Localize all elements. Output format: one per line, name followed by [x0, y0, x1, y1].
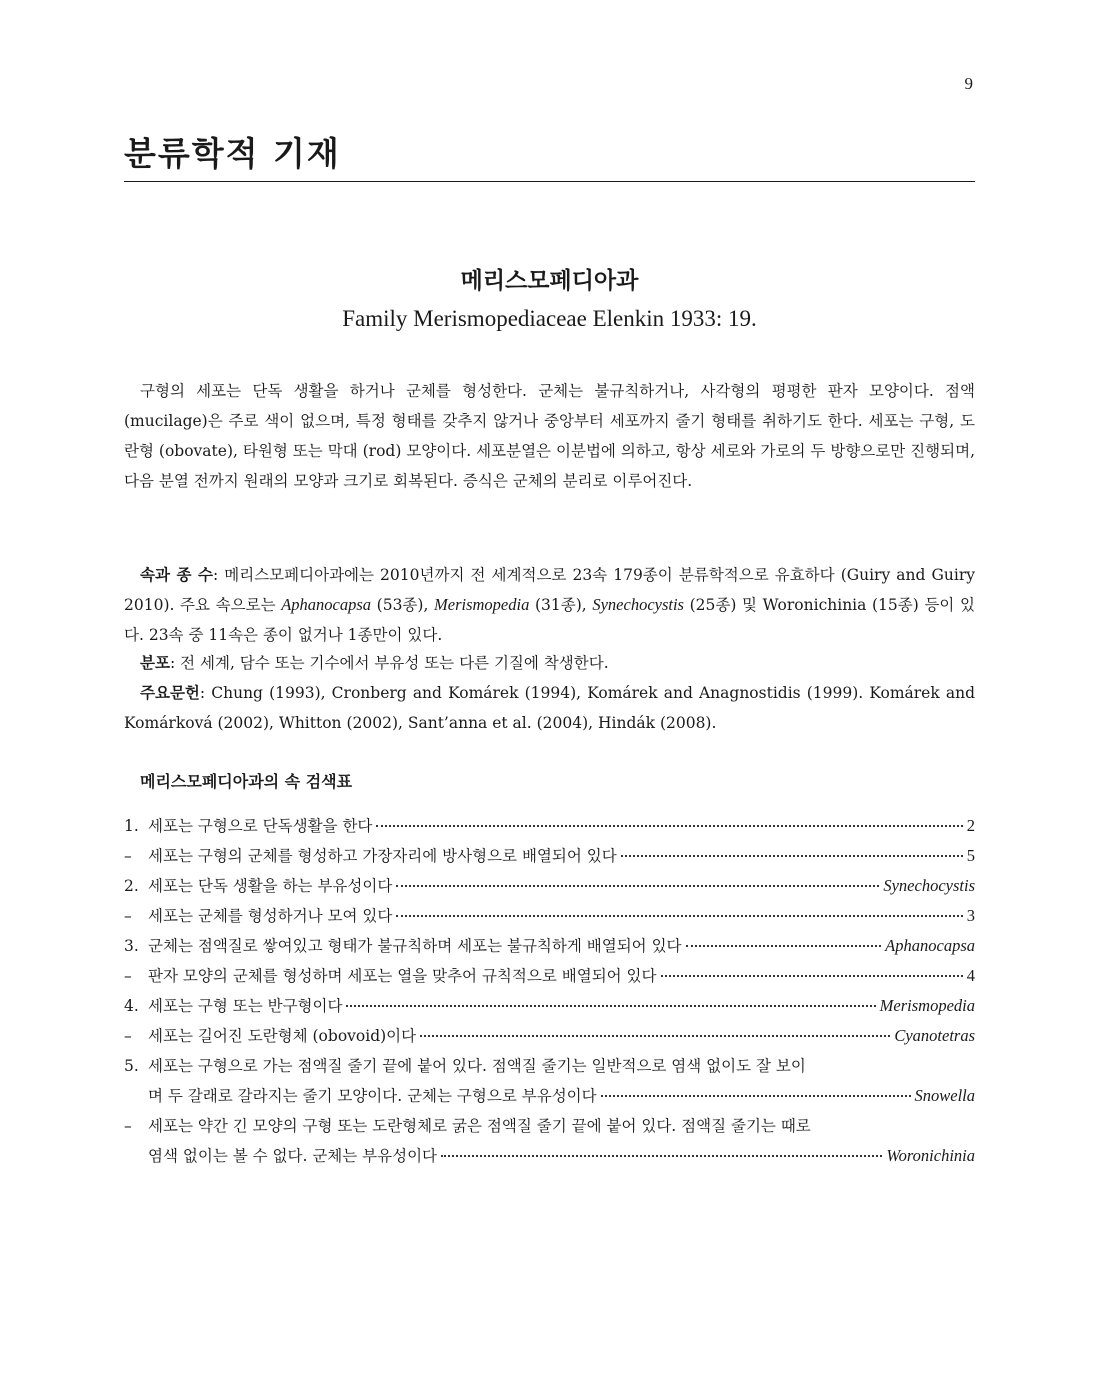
key-mark: –: [124, 1027, 132, 1045]
key-text: 세포는 길어진 도란형체 (obovoid)이다: [148, 1027, 417, 1045]
key-mark: –: [124, 1117, 132, 1135]
key-row-continued: [124, 1144, 975, 1174]
key-mark: 2.: [124, 877, 139, 895]
key-text: 세포는 약간 긴 모양의 구형 또는 도란형체로 굵은 점액질 줄기 끝에 붙어 있다. 점액질 줄기는 때로: [148, 1117, 811, 1135]
key-text: 염색 없이는 볼 수 없다. 군체는 부유성이다: [148, 1147, 438, 1165]
key-mark: –: [124, 847, 132, 865]
key-target-genus: Woronichinia: [886, 1146, 975, 1165]
leader-dots: [396, 915, 962, 917]
key-target: 3: [966, 906, 975, 925]
genera-text-2: 및 Woronichinia (15종) 등이 있다. 23속 중 11속은 종이 없거나 1종만이 있다.: [124, 596, 975, 644]
genus-synechocystis: Synechocystis: [592, 595, 684, 614]
genus-synechocystis-count: (25종): [683, 596, 737, 614]
key-text: 며 두 갈래로 갈라지는 줄기 모양이다. 군체는 구형으로 부유성이다: [148, 1087, 597, 1105]
key-row: [124, 964, 975, 994]
key-mark: –: [124, 967, 132, 985]
key-mark: 1.: [124, 817, 139, 835]
references-label: 주요문헌: [140, 683, 200, 702]
genus-aphanocapsa-count: (53종),: [371, 596, 435, 614]
key-text: 세포는 구형으로 단독생활을 한다: [148, 817, 373, 835]
key-row: [124, 994, 975, 1024]
key-text: 판자 모양의 군체를 형성하며 세포는 열을 맞추어 규칙적으로 배열되어 있다: [148, 967, 657, 985]
key-target: 2: [966, 816, 975, 835]
genus-merismopedia-count: (31종),: [529, 596, 593, 614]
references-text: : Chung (1993), Cronberg and Komárek (1994), Komárek and Anagnostidis (1999). Komárek and Komárková (2002), Whitton (2002), Sant’anna et al. (2004), Hindák (2008).: [124, 684, 975, 732]
family-title-latin: Family Merismopediaceae Elenkin 1933: 19.: [342, 306, 757, 331]
key-text: 세포는 구형의 군체를 형성하고 가장자리에 방사형으로 배열되어 있다: [148, 847, 617, 865]
key-title: 메리스모페디아과의 속 검색표: [140, 772, 353, 791]
leader-dots: [420, 1035, 890, 1037]
key-text: 세포는 단독 생활을 하는 부유성이다: [148, 877, 393, 895]
leader-dots: [376, 825, 962, 827]
distribution-text: : 전 세계, 담수 또는 기수에서 부유성 또는 다른 기질에 착생한다.: [169, 654, 609, 672]
key-mark: 4.: [124, 997, 139, 1015]
key-text: 세포는 군체를 형성하거나 모여 있다: [148, 907, 393, 925]
page-number: 9: [964, 74, 973, 93]
key-row-continued: [124, 1084, 975, 1114]
key-row: [124, 814, 975, 844]
key-target: 4: [966, 966, 975, 985]
key-target-genus: Aphanocapsa: [885, 936, 975, 955]
key-row: [124, 934, 975, 964]
leader-dots: [686, 945, 882, 947]
key-text: 세포는 구형 또는 반구형이다: [148, 997, 343, 1015]
key-target-genus: Snowella: [914, 1086, 975, 1105]
key-row: [124, 1054, 975, 1084]
leader-dots: [346, 1005, 875, 1007]
key-row: [124, 1114, 975, 1144]
family-title-korean: 메리스모페디아과: [460, 268, 639, 294]
genera-label: 속과 종 수: [140, 565, 213, 584]
key-text: 군체는 점액질로 쌓여있고 형태가 불규칙하며 세포는 불규칙하게 배열되어 있다: [148, 937, 682, 955]
key-text: 세포는 구형으로 가는 점액질 줄기 끝에 붙어 있다. 점액질 줄기는 일반적으로 염색 없이도 잘 보이: [148, 1057, 806, 1075]
genus-aphanocapsa: Aphanocapsa: [281, 595, 372, 614]
key-row: [124, 874, 975, 904]
key-row: [124, 844, 975, 874]
genera-text-1: : 메리스모페디아과에는 2010년까지 전 세계적으로 23속 179종이 분류학적으로 유효하다 (Guiry and Guiry 2010). 주요 속으로는: [124, 566, 975, 614]
intro-paragraph: 구형의 세포는 단독 생활을 하거나 군체를 형성한다. 군체는 불규칙하거나, 사각형의 평평한 판자 모양이다. 점액 (mucilage)은 주로 색이 없으며, 특정 형태를 갖추지 않거나 중앙부터 세포까지 줄기 형태를 취하기도 한다. 세포는 구형, 도란형 (obovate), 타원형 또는 막대 (rod) 모양이다. 세포분열은 이분법에 의하고, 항상 세로와 가로의 두 방향으로만 진행되며, 다음 분열 전까지 원래의 모양과 크기로 회복된다. 증식은 군체의 분리로 이루어진다.: [124, 382, 975, 490]
distribution-paragraph: [124, 648, 975, 678]
genus-merismopedia: Merismopedia: [434, 595, 530, 614]
key-row: [124, 1024, 975, 1054]
key-target-genus: Cyanotetras: [894, 1026, 975, 1045]
key-mark: 5.: [124, 1057, 139, 1075]
genera-paragraph: [124, 560, 975, 650]
key-target: 5: [966, 846, 975, 865]
distribution-label: 분포: [140, 653, 170, 672]
leader-dots: [661, 975, 963, 977]
leader-dots: [601, 1095, 911, 1097]
identification-key: [124, 814, 975, 1174]
key-mark: –: [124, 907, 132, 925]
key-target-genus: Merismopedia: [879, 996, 975, 1015]
leader-dots: [441, 1155, 882, 1157]
chapter-title: 분류학적 기재: [124, 128, 975, 182]
leader-dots: [396, 885, 879, 887]
key-mark: 3.: [124, 937, 139, 955]
references-paragraph: [124, 678, 975, 738]
key-target-genus: Synechocystis: [883, 876, 975, 895]
key-row: [124, 904, 975, 934]
leader-dots: [621, 855, 963, 857]
